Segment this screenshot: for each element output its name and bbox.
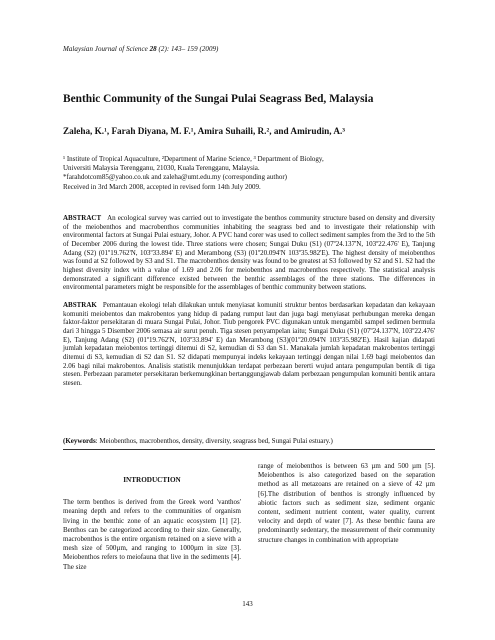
affiliations	[63, 155, 443, 192]
abstract-label: ABSTRACT	[63, 214, 102, 222]
abstract-text: An ecological survey was carried out to investigate the benthos community structure based on density and diversity of the meiobenthos and macrobenthos communities inhabiting the seagrass bed and to investigate their relationship with environmental factors at Sungai Pulai estuary, Johor. A PVC hand corer was used to collect sediment samples from the 3rd to the 5th of December 2006 during the lowest tide. Three stations were chosen; Sungai Duku (S1) (07º24.137'N, 103º22.476' E), Tanjung Adang (S2) (01º19.762'N, 103º33.894' E) and Merambong (S3) (01º20.094'N 103º35.982'E). The highest density of meiobenthos was found at S2 followed by S3 and S1. The macrobenthos density was found to be greatest at S3 followed by S2 and S1. S2 had the highest diversity index with a value of 1.69 and 2.06 for meiobenthos and macrobenthos respectively. The statistical analysis demonstrated a significant difference existed between the benthic assemblages of the three stations. The differences in environmental parameters might be responsible for the assemblages of benthic community between stations.	[63, 214, 435, 292]
received-date: Received in 3rd March 2008, accepted in revised form 14th July 2009.	[63, 182, 261, 191]
right-column	[258, 462, 435, 545]
journal-name: Malaysian Journal of Science	[63, 45, 150, 53]
introduction-paragraph: The term benthos is derived from the Greek word 'vanthos' meaning depth and refers to the communities of organism living in the benthic zone of an aquatic ecosystem [1] [2]. Benthos can be categorized according to their size. Generally, macrobenthos is the entire organism retained on a sieve with a mesh size of 500µm, and ranging to 1000µm in size [3]. Meiobenthos refers to meiofauna that live in the sediments [4]. The size	[63, 498, 241, 571]
keywords-text: : Meiobenthos, macrobenthos, density, diversity, seagrass bed, Sungai Pulai estuary.)	[95, 437, 333, 445]
author-list: Zaleha, K.¹, Farah Diyana, M. F.¹, Amira Suhaili, R.², and Amirudin, A.³	[63, 126, 346, 136]
paper-title: Benthic Community of the Sungai Pulai Seagrass Bed, Malaysia	[63, 93, 374, 105]
keywords-label: (Keywords	[63, 437, 96, 445]
left-column	[63, 476, 241, 572]
abstrak-label: ABSTRAK	[63, 301, 97, 309]
journal-issue-pages: (2): 143– 159 (2009)	[156, 45, 219, 53]
affiliation-line: Universiti Malaysia Terengganu, 21030, Kuala Terengganu, Malaysia.	[63, 164, 260, 173]
affiliation-line: ¹ Institute of Tropical Aquaculture, ²Department of Marine Science, ³ Department of Biology,	[63, 155, 324, 163]
journal-volume: 28	[149, 45, 157, 53]
corresponding-email: *farahdotcom85@yahoo.co.uk and zaleha@umt.edu.my (corresponding author)	[63, 173, 287, 182]
abstract-malay	[63, 301, 435, 388]
section-divider	[63, 449, 435, 450]
journal-header	[63, 45, 218, 53]
keywords	[63, 437, 435, 445]
abstrak-text: Pemantauan ekologi telah dilakukan untuk menyiasat komuniti struktur bentos berdasarkan kepadatan dan kekayaan komuniti meiobentos dan makrobentos yang hidup di padang rumput laut dan juga bagi menyiasat perhubungan mereka dengan faktor-faktor persekitaran di muara Sungai Pulai, Johor. Tiub pengorek PVC digunakan untuk mengambil sampel sedimen bermula dari 3 hingga 5 Disember 2006 semasa air surut penuh. Tiga stesen penyampelan iaitu; Sungai Duku (S1) (07º24.137'N, 103º22.476' E), Tanjung Adang (S2) (01º19.762'N, 103º33.894' E) dan Merambong (S3)(01º20.094'N 103º35.982'E). Hasil kajian didapati jumlah kepadatan meiobentos tertinggi ditemui di S2, kemudian di S3 dan S1. Manakala jumlah kepadatan makrobentos tertinggi ditemui di S3, kemudian di S2 dan S1. S2 didapati mempunyai indeks kekayaan tertinggi dengan nilai 1.69 bagi meiobentos dan 2.06 bagi nilai makrobentos. Analisis statistik menunjukkan terdapat perbezaan bererti wujud antara pengumpulan bentik di tiga stesen. Perbezaan parameter persekitaran berkemungkinan bertanggungjawab dalam perbezaan pengumpulan komuniti bentik antara stesen.	[63, 301, 435, 387]
introduction-paragraph-continued: range of meiobenthos is between 63 µm and 500 µm [5]. Meiobenthos is also categorized based on the separation method as all metazoans are retained on a sieve of 42 µm [6].The distribution of benthos is strongly influenced by abiotic factors such as sediment size, sediment organic content, sediment nutrient content, water quality, current velocity and depth of water [7]. As these benthic fauna are predominantly sedentary, the measurement of their community structure changes in combination with appropriate	[258, 462, 435, 544]
page-number: 143	[242, 600, 253, 608]
introduction-heading: INTRODUCTION	[123, 476, 181, 484]
abstract-english	[63, 214, 435, 292]
